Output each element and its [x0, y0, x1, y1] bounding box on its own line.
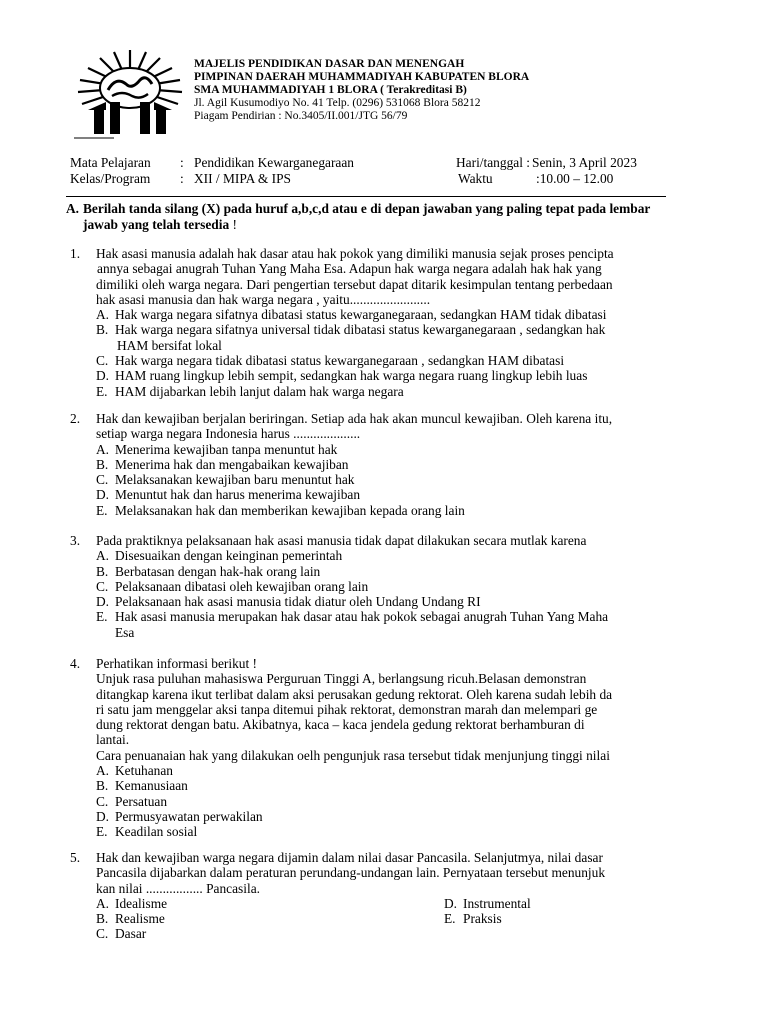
option-letter: E. — [96, 824, 108, 840]
stem-line: kan nilai ................. Pancasila. — [96, 880, 261, 896]
muhammadiyah-logo — [74, 44, 186, 140]
question-stem — [96, 533, 680, 548]
option-b[interactable] — [70, 778, 680, 793]
option-a[interactable] — [70, 442, 680, 457]
option-d[interactable] — [418, 896, 531, 911]
option-text-cont: HAM bersifat lokal — [117, 337, 222, 353]
option-c[interactable] — [70, 579, 680, 594]
instruction-tail: ! — [229, 216, 237, 232]
option-text: Realisme — [115, 911, 165, 927]
stem-line: Cara penuanaian hak yang dilakukan oelh pengunjuk rasa tersebut tidak menjunjung tinggi nilai — [96, 747, 610, 763]
option-text-cont: Esa — [115, 624, 135, 640]
option-c[interactable] — [70, 794, 680, 809]
option-text: Pelaksanaan hak asasi manusia tidak diatur oleh Undang Undang RI — [115, 594, 481, 610]
option-d[interactable] — [70, 368, 680, 383]
class-value: XII / MIPA & IPS — [194, 171, 291, 186]
option-text: Hak warga negara sifatnya universal tidak dibatasi status kewarganegaraan , sedangkan hak — [115, 322, 606, 338]
option-letter: C. — [96, 578, 109, 594]
question-number: 5. — [70, 850, 81, 865]
stem-line: ri satu jam menggelar aksi tanpa ditemui pihak rektorat, demonstran marah dan melempari ge — [96, 701, 598, 717]
option-c[interactable] — [70, 472, 680, 487]
question-3 — [70, 533, 680, 640]
option-letter: D. — [96, 594, 110, 610]
option-letter: A. — [96, 548, 110, 564]
info-row-class — [70, 171, 670, 187]
option-letter: A. — [96, 763, 110, 779]
question-4 — [70, 656, 680, 840]
question-number: 2. — [70, 411, 81, 426]
option-text: Hak warga negara sifatnya dibatasi status kewarganegaraan, sedangkan HAM tidak dibatasi — [115, 307, 607, 323]
option-b[interactable] — [70, 911, 680, 926]
question-stem — [96, 411, 680, 442]
question-number: 4. — [70, 656, 81, 671]
option-letter: B. — [96, 322, 109, 338]
section-instruction — [66, 201, 686, 232]
option-letter: D. — [96, 808, 110, 824]
letterhead-line-1: MAJELIS PENDIDIKAN DASAR DAN MENENGAH — [194, 58, 465, 70]
stem-line: annya sebagai anugrah Tuhan Yang Maha Esa. Adapun hak warga negara adalah hak hak yang — [97, 261, 602, 277]
divider-line — [66, 196, 666, 197]
option-letter: B. — [96, 778, 109, 794]
option-text: Hak asasi manusia merupakan hak dasar atau hak pokok sebagai anugrah Tuhan Yang Maha — [115, 609, 609, 625]
stem-line: Hak dan kewajiban berjalan beriringan. Setiap ada hak akan muncul kewajiban. Oleh karena itu, — [96, 411, 613, 426]
option-text: Kemanusiaan — [115, 778, 188, 794]
option-letter: A. — [96, 307, 110, 323]
subject-colon: : — [180, 155, 184, 170]
stem-line: Pada praktiknya pelaksanaan hak asasi manusia tidak dapat dilakukan secara mutlak karena — [96, 533, 587, 548]
option-a[interactable] — [70, 307, 680, 322]
time-value: :10.00 – 12.00 — [536, 171, 614, 186]
stem-line: Pancasila dijabarkan dalam peraturan perundang-undangan lain. Pernyataan tersebut menunjuk — [96, 865, 606, 881]
letterhead — [194, 58, 654, 123]
option-e[interactable] — [70, 503, 680, 518]
option-list — [70, 307, 680, 399]
option-letter: E. — [96, 609, 108, 625]
section-number: A. — [66, 201, 80, 216]
option-e[interactable] — [418, 911, 531, 926]
option-e[interactable] — [70, 609, 680, 640]
option-text: Menerima hak dan mengabaikan kewajiban — [115, 456, 349, 472]
date-value: Senin, 3 April 2023 — [532, 155, 637, 170]
option-e[interactable] — [70, 384, 680, 399]
subject-label: Mata Pelajaran — [70, 155, 151, 170]
question-stem — [96, 656, 680, 763]
stem-line: Hak asasi manusia adalah hak dasar atau hak pokok yang dimiliki manusia sejak proses pencipta — [96, 246, 614, 261]
option-letter: A. — [96, 895, 110, 911]
option-d[interactable] — [70, 809, 680, 824]
option-letter: C. — [96, 793, 109, 809]
option-text: Pelaksanaan dibatasi oleh kewajiban orang lain — [115, 578, 369, 594]
question-2 — [70, 411, 680, 518]
option-b[interactable] — [70, 564, 680, 579]
option-letter: C. — [96, 472, 109, 488]
stem-line: lantai. — [96, 732, 130, 748]
question-stem — [96, 850, 680, 896]
option-list — [70, 763, 680, 839]
option-a[interactable] — [70, 763, 680, 778]
info-row-subject — [70, 155, 670, 171]
question-number: 1. — [70, 246, 81, 261]
option-letter: B. — [96, 911, 109, 927]
stem-line: hak asasi manusia dan hak warga negara , yaitu........................ — [96, 291, 431, 307]
option-text: Dasar — [115, 926, 147, 942]
exam-info — [70, 155, 670, 187]
option-list — [70, 442, 680, 518]
question-stem — [96, 246, 680, 307]
option-b[interactable] — [70, 457, 680, 472]
option-letter: E. — [96, 502, 108, 518]
option-text: HAM dijabarkan lebih lanjut dalam hak warga negara — [115, 383, 404, 399]
question-1 — [70, 246, 680, 399]
option-letter: B. — [96, 563, 109, 579]
option-letter: C. — [96, 926, 109, 942]
option-text: Ketuhanan — [115, 763, 174, 779]
time-label: Waktu — [458, 171, 493, 186]
option-c[interactable] — [70, 926, 680, 941]
option-letter: D. — [96, 487, 110, 503]
stem-line: Hak dan kewajiban warga negara dijamin dalam nilai dasar Pancasila. Selanjutmya, nilai dasar — [96, 850, 603, 865]
option-d[interactable] — [70, 487, 680, 502]
option-letter: B. — [96, 456, 109, 472]
stem-line: dimiliki oleh warga negara. Dari pengertian tersebut dapat ditarik kesimpulan tentang perbedaan — [96, 276, 613, 292]
question-number: 3. — [70, 533, 81, 548]
letterhead-charter: Piagam Pendirian : No.3405/II.001/JTG 56/79 — [194, 110, 408, 122]
option-text: Idealisme — [115, 895, 168, 911]
class-colon: : — [180, 171, 184, 186]
option-list — [70, 548, 680, 640]
option-text: Praksis — [463, 911, 502, 927]
option-list-right — [418, 896, 531, 927]
option-d[interactable] — [70, 594, 680, 609]
option-text: Keadilan sosial — [115, 824, 198, 840]
option-text: Menerima kewajiban tanpa menuntut hak — [115, 441, 338, 457]
class-label: Kelas/Program — [70, 171, 151, 186]
option-a[interactable] — [70, 548, 680, 563]
option-text: Melaksanakan kewajiban baru menuntut hak — [115, 472, 355, 488]
stem-line: setiap warga negara Indonesia harus .................... — [96, 426, 361, 442]
option-letter: E. — [96, 383, 108, 399]
letterhead-line-2: PIMPINAN DAERAH MUHAMMADIYAH KABUPATEN BLORA — [194, 71, 530, 83]
letterhead-address: Jl. Agil Kusumodiyo No. 41 Telp. (0296) 531068 Blora 58212 — [194, 97, 481, 109]
question-5 — [70, 850, 680, 942]
option-letter: D. — [444, 895, 458, 911]
option-text: Persatuan — [115, 793, 168, 809]
option-text: Instrumental — [463, 895, 531, 911]
stem-line: Unjuk rasa puluhan mahasiswa Perguruan Tinggi A, berlangsung ricuh.Belasan demonstran — [96, 671, 587, 687]
instruction-text: Berilah tanda silang (X) pada huruf a,b,c,d atau e di depan jawaban yang paling tepat pada lembar jawab yang telah tersedia — [83, 201, 651, 232]
option-letter: E. — [444, 911, 456, 927]
option-columns — [70, 896, 680, 942]
letterhead-line-3: SMA MUHAMMADIYAH 1 BLORA ( Terakreditasi B) — [194, 84, 467, 96]
option-a[interactable] — [70, 896, 680, 911]
option-text: Berbatasan dengan hak-hak orang lain — [115, 563, 321, 579]
subject-value: Pendidikan Kewarganegaraan — [194, 155, 355, 170]
option-c[interactable] — [70, 353, 680, 368]
option-b[interactable] — [70, 322, 680, 353]
option-letter: A. — [96, 441, 110, 457]
stem-line: Perhatikan informasi berikut ! — [96, 656, 258, 671]
option-e[interactable] — [70, 824, 680, 839]
option-text: HAM ruang lingkup lebih sempit, sedangkan hak warga negara ruang lingkup lebih luas — [115, 368, 588, 384]
date-label: Hari/tanggal : — [456, 155, 530, 170]
option-text: Hak warga negara tidak dibatasi status kewarganegaraan , sedangkan HAM dibatasi — [115, 353, 565, 369]
option-text: Disesuaikan dengan keinginan pemerintah — [115, 548, 343, 564]
option-letter: C. — [96, 353, 109, 369]
stem-line: ditangkap karena ikut terlibat dalam aksi perusakan gedung rektorat. Oleh karena sudah lebih da — [96, 686, 613, 702]
option-text: Menuntut hak dan harus menerima kewajiban — [115, 487, 361, 503]
option-text: Melaksanakan hak dan memberikan kewajiban kepada orang lain — [115, 502, 465, 518]
stem-line: dung rektorat dengan batu. Akibatnya, kaca – kaca jendela gedung rektorat berhamburan di — [96, 717, 585, 733]
option-letter: D. — [96, 368, 110, 384]
option-list-left — [70, 896, 680, 942]
option-text: Permusyawatan perwakilan — [115, 808, 263, 824]
